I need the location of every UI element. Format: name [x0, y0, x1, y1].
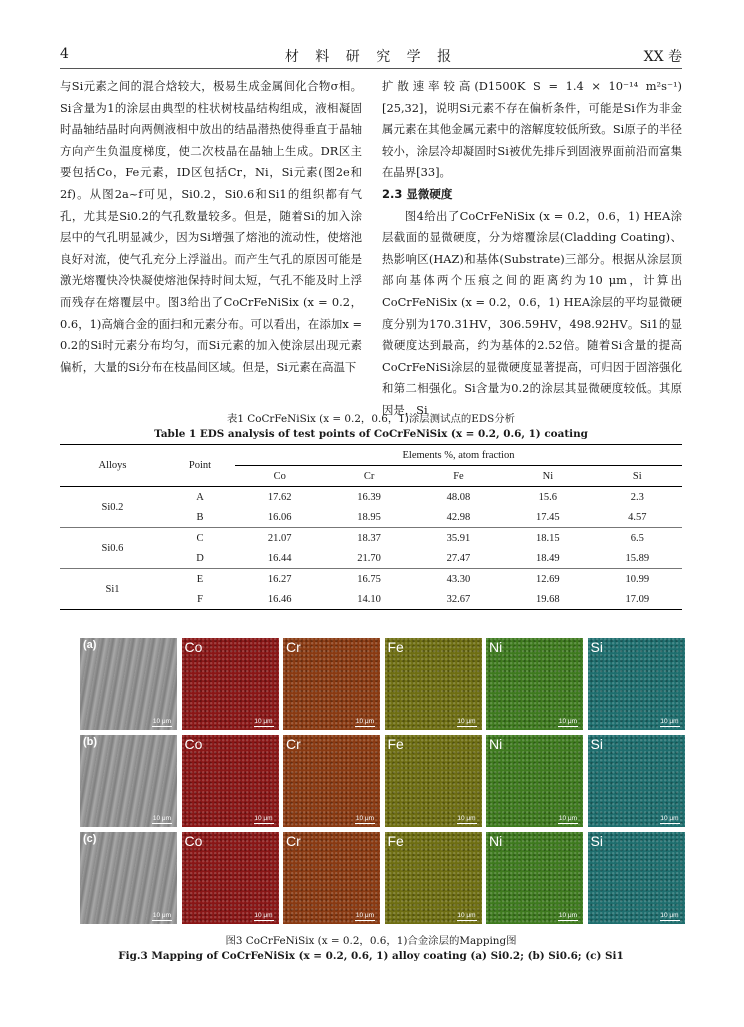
scale-bar: 10 μm [558, 718, 578, 725]
value-cell: 19.68 [503, 589, 592, 610]
col-element: Co [235, 466, 324, 487]
point-cell: B [165, 507, 235, 528]
sem-image [80, 832, 177, 924]
value-cell: 2.3 [630, 491, 644, 503]
sem-image [80, 735, 177, 827]
elements-header: Elements %, atom fraction [235, 445, 682, 466]
col-point: Point [165, 445, 235, 487]
col-element: Ni [503, 466, 592, 487]
alloy-cell: Si0.6 [60, 528, 165, 569]
element-map [486, 832, 583, 924]
col-element: Fe [414, 466, 503, 487]
scale-bar: 10 μm [660, 912, 679, 919]
panel-label: (b) [83, 736, 98, 748]
page-number: 4 [60, 46, 69, 62]
scale-bar: 10 μm [254, 718, 273, 725]
element-label: Co [184, 736, 203, 752]
value-cell: 16.46 [235, 589, 324, 610]
running-header [60, 46, 682, 68]
element-map [588, 832, 685, 924]
value-cell: 6.5 [630, 532, 644, 544]
value-cell: 21.07 [267, 532, 292, 544]
scale-bar: 10 μm [355, 718, 375, 725]
element-label: Fe [387, 736, 404, 752]
panel-label: (c) [83, 833, 97, 845]
left-column [60, 76, 362, 378]
point-cell: F [165, 589, 235, 610]
value-cell: 18.49 [503, 548, 592, 569]
value-cell: 42.98 [414, 507, 503, 528]
scale-bar: 10 μm [457, 912, 476, 919]
value-cell: 16.06 [235, 507, 324, 528]
table-caption-cn: 表1 CoCrFeNiSix (x = 0.2，0.6，1)涂层测试点的EDS分析 [226, 413, 516, 425]
col-element: Si [593, 466, 682, 487]
scale-bar: 10 μm [152, 912, 172, 919]
element-label: Cr [286, 639, 301, 655]
value-cell: 18.15 [536, 532, 560, 544]
element-label: Si [590, 833, 603, 849]
element-label: Ni [489, 833, 503, 849]
element-map [588, 638, 685, 730]
header-rule [60, 68, 682, 69]
element-map [283, 832, 380, 924]
value-cell: 12.69 [536, 573, 560, 585]
scale-bar: 10 μm [152, 815, 172, 822]
value-cell: 35.91 [446, 532, 471, 544]
element-label: Cr [286, 833, 301, 849]
right-paragraph-1: 扩散速率较高(D1500K S = 1.4 × 10⁻¹⁴ m²s⁻¹)[25,32]，说明Si元素不存在偏析条件，可能是Si作为非金属元素在其他金属元素中的溶解度较低所致。Si原子的半径较小，涂层冷却凝固时Si被优先排斥到固液界面前沿而富集在晶界[33]。 [382, 79, 682, 180]
alloy-cell: Si0.2 [60, 487, 165, 528]
value-cell: 17.09 [593, 589, 682, 610]
element-map [588, 735, 685, 827]
left-paragraph: 与Si元素之间的混合焓较大，极易生成金属间化合物σ相。Si含量为1的涂层由典型的柱状树枝晶结构组成，液相凝固时晶轴结晶时向两侧液相中放出的结晶潜热使得垂直于晶轴方向产生负温度梯度，使二次枝晶在晶轴上生成。DR区主要包括Co，Fe元素，ID区包括Cr，Ni，Si元素(图2e和2f)。从图2a~f可见，Si0.2，Si0.6和Si1的组织都有气孔，尤其是Si0.2的气孔数量较多。但是，随着Si的加入涂层中的气孔明显减少，因为Si增强了熔池的流动性，使熔池良好对流，使气孔充分上浮溢出。而产生气孔的原因可能是激光熔覆快冷快凝使熔池保持时间太短，气孔不能及时上浮而残存在熔覆层中。图3给出了CoCrFeNiSix (x = 0.2，0.6，1)高熵合金的面扫和元素分布。可以看出，在添加x = 0.2的Si时元素分布均匀，而Si元素的加入使涂层出现元素偏析，大量的Si分布在枝晶间区域。但是，Si元素在高温下 [60, 79, 362, 374]
value-cell: 21.70 [324, 548, 413, 569]
table-row [60, 487, 682, 508]
table-caption-en: Table 1 EDS analysis of test points of CoCrFeNiSix (x = 0.2, 0.6, 1) coating [154, 428, 588, 440]
element-label: Ni [489, 639, 503, 655]
scale-bar: 10 μm [558, 815, 578, 822]
point-cell: D [165, 548, 235, 569]
element-map [182, 638, 279, 730]
value-cell: 16.75 [357, 573, 381, 585]
value-cell: 18.37 [357, 532, 381, 544]
table-caption [60, 412, 682, 442]
element-map [486, 638, 583, 730]
value-cell: 48.08 [446, 491, 471, 503]
scale-bar: 10 μm [558, 912, 578, 919]
element-label: Fe [387, 833, 404, 849]
scale-bar: 10 μm [355, 815, 375, 822]
value-cell: 16.27 [267, 573, 292, 585]
table-row [60, 528, 682, 549]
element-map [283, 638, 380, 730]
value-cell: 17.45 [503, 507, 592, 528]
col-element: Cr [324, 466, 413, 487]
element-map [486, 735, 583, 827]
figure-caption-en: Fig.3 Mapping of CoCrFeNiSix (x = 0.2, 0.6, 1) alloy coating (a) Si0.2; (b) Si0.6; (c) Si1 [118, 950, 624, 962]
value-cell: 32.67 [414, 589, 503, 610]
element-map [182, 832, 279, 924]
right-paragraph-2: 图4给出了CoCrFeNiSix (x = 0.2，0.6，1) HEA涂层截面的显微硬度，分为熔覆涂层(Cladding Coating)、热影响区(HAZ)和基体(Substrate)三部分。根据从涂层顶部向基体两个压痕之间的距离约为10 μm，计算出CoCrFeNiSix (x = 0.2，0.6，1) HEA涂层的平均显微硬度分别为170.31HV，306.59HV，498.92HV。Si1的显微硬度达到最高，约为基体的2.52倍。随着Si含量的提高CoCrFeNiSi涂层的显微硬度显著提高，可归因于固溶强化和第二相强化。Si含量为0.2的涂层其显微硬度较低。其原因是，Si [382, 208, 682, 417]
volume-label: XX 卷 [643, 49, 682, 65]
element-map [385, 638, 482, 730]
element-map [385, 735, 482, 827]
value-cell: 14.10 [324, 589, 413, 610]
value-cell: 15.6 [538, 491, 558, 503]
value-cell: 17.62 [267, 491, 292, 503]
scale-bar: 10 μm [254, 912, 273, 919]
scale-bar: 10 μm [457, 815, 476, 822]
journal-title: 材 料 研 究 学 报 [284, 49, 458, 65]
panel-label: (a) [83, 639, 97, 651]
element-map [182, 735, 279, 827]
value-cell: 43.30 [446, 573, 471, 585]
table-row [60, 569, 682, 590]
scale-bar: 10 μm [660, 815, 679, 822]
element-label: Ni [489, 736, 503, 752]
element-map [385, 832, 482, 924]
sem-image [80, 638, 177, 730]
element-label: Co [184, 639, 203, 655]
eds-table [60, 444, 682, 610]
value-cell: 15.89 [593, 548, 682, 569]
point-cell: C [196, 532, 204, 544]
value-cell: 16.39 [357, 491, 381, 503]
scale-bar: 10 μm [355, 912, 375, 919]
mapping-figure [80, 638, 688, 926]
section-title: 2.3 显微硬度 [382, 186, 453, 201]
element-label: Si [590, 736, 603, 752]
value-cell: 10.99 [625, 573, 650, 585]
element-label: Fe [387, 639, 404, 655]
element-map [283, 735, 380, 827]
scale-bar: 10 μm [152, 718, 172, 725]
element-label: Si [590, 639, 603, 655]
element-label: Cr [286, 736, 301, 752]
figure-caption-cn: 图3 CoCrFeNiSix (x = 0.2，0.6，1)合金涂层的Mapping图 [225, 935, 517, 947]
value-cell: 4.57 [593, 507, 682, 528]
value-cell: 18.95 [324, 507, 413, 528]
point-cell: A [196, 491, 204, 503]
value-cell: 16.44 [235, 548, 324, 569]
col-alloys: Alloys [60, 445, 165, 487]
scale-bar: 10 μm [254, 815, 273, 822]
figure-caption [60, 934, 682, 964]
scale-bar: 10 μm [457, 718, 476, 725]
point-cell: E [196, 573, 204, 585]
value-cell: 27.47 [414, 548, 503, 569]
alloy-cell: Si1 [60, 569, 165, 610]
right-column [382, 76, 682, 422]
element-label: Co [184, 833, 203, 849]
scale-bar: 10 μm [660, 718, 679, 725]
